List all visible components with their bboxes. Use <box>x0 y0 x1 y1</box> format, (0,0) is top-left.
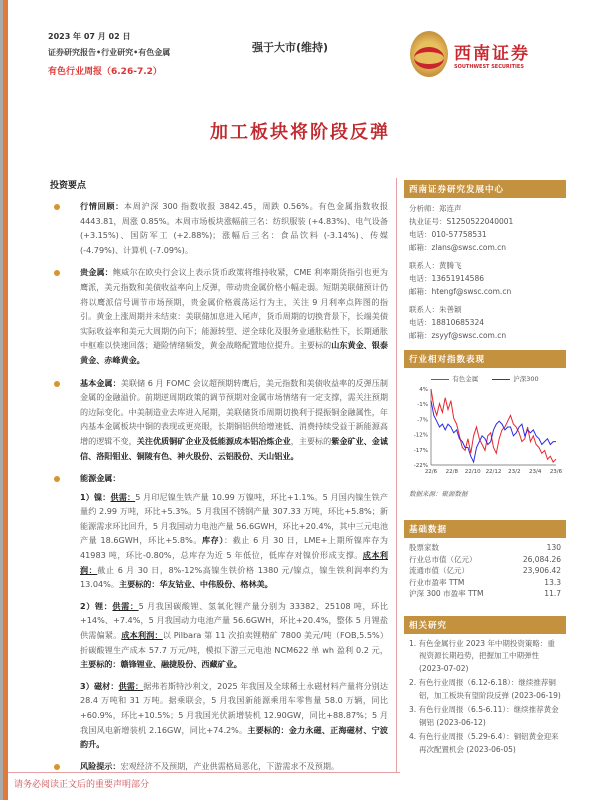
disclaimer-note: 请务必阅读正文后的重要声明部分 <box>14 780 150 790</box>
y-tick-label: -12% <box>413 432 428 439</box>
sidebar <box>404 180 566 762</box>
contact1-name: 联系人：黄腾飞 <box>409 261 462 270</box>
y-tick-label: -22% <box>413 463 428 469</box>
x-tick-label: 22/12 <box>485 469 502 475</box>
analyst-email[interactable]: 邮箱：zlans@swsc.com.cn <box>409 243 507 252</box>
row-label: 沪深 300 市盈率 TTM <box>409 589 484 598</box>
related-research-list <box>404 634 566 763</box>
related-research-header: 相关研究 <box>404 616 566 634</box>
row-label: 流通市值（亿元） <box>409 566 469 575</box>
y-tick-label: -1% <box>417 402 428 409</box>
x-tick-label: 22/10 <box>464 469 481 475</box>
related-report-link[interactable]: 2. 有色行业周报（6.12-6.18）：继续推荐铜铝，加工板块有望阶段反弹 (2023-06-19) <box>409 678 561 700</box>
bullet-icon <box>54 476 60 482</box>
license-no: 执业证号：S1250522040001 <box>409 217 514 226</box>
contact2-phone: 电话：18810685324 <box>409 318 484 327</box>
bullet-energy: 能源金属： <box>40 471 396 486</box>
analyst-phone: 电话：010-57758531 <box>409 230 487 239</box>
related-report-link[interactable]: 3. 有色行业周报（6.5-6.11）：继续推荐黄金铜铝 (2023-06-12) <box>409 705 559 727</box>
contact2-name: 联系人：朱善颖 <box>409 305 462 314</box>
energy-lithium: 2）锂：供需：5 月我国碳酸锂、氢氧化锂产量分别为 33382、25108 吨，环比+14%、+7.4%，5 月我国动力电池产量 56.6GWH，环比+20.4%，整体 5 月锂盐供需偏紧。成本利润：以 Pilbara 第 11 次拍卖锂精矿 7800 美元/吨（FOB,5.5%）折碳酸锂生产成本 57.7 万元/吨，模拟下游三元电池 NCM622 单 wh 盈利 0.2 元，主要标的：赣锋锂业、融捷股份、西藏矿业。 <box>80 600 388 670</box>
bullet-icon <box>54 270 60 276</box>
analyst-name: 分析师：郑连声 <box>409 204 462 213</box>
bullet-icon <box>54 764 60 770</box>
x-tick-label: 22/6 <box>424 469 438 475</box>
chart-header: 行业相对指数表现 <box>404 350 566 368</box>
research-center-header: 西南证券研究发展中心 <box>404 180 566 198</box>
analyst-info <box>404 198 566 346</box>
basic-data-row <box>409 554 561 566</box>
company-logo <box>410 31 530 77</box>
legend-item: 有色金属 <box>431 374 478 383</box>
contact1-email[interactable]: 邮箱：htengf@swsc.com.cn <box>409 287 512 296</box>
energy-nickel: 1）镍：供需：5 月印尼镍生铁产量 10.99 万镍吨，环比+1.1%。5 月国内镍生铁产量约 2.99 万吨，环比+5.3%。5 月我国不锈钢产量 307.33 万吨，环比+5.8%；新能源需求环比回升，5 月我国动力电池产量 56.6GWH，环比+20.4%，其中三元电池产量 18.6GWH，环比+5.8%。库存）：截止 6 月 30 日，LME+上期所镍库存为 41983 吨，环比-0.80%，总库存为近 5 年低位，低库存对镍价形成支撑。成本利润：截止 6 月 30 日，8%-12%高镍生铁价格 1380 元/镍点，镍生铁利润率约为 13.04%。主要标的：华友钴业、中伟股份、格林美。 <box>80 491 388 590</box>
related-report-link[interactable]: 1. 有色金属行业 2023 年中期投资策略：重视资源长期趋势，把握加工中期弹性 (2023-07-02) <box>409 638 555 673</box>
logo-cn: 西南证券 <box>454 43 530 64</box>
bullet-risk: 风险提示：宏观经济不及预期，产业供需格局恶化，下游需求不及预期。 <box>40 759 396 774</box>
chart-legend <box>404 374 566 383</box>
y-tick-label: -7% <box>417 417 428 424</box>
bullet-icon <box>54 204 60 210</box>
basic-data-header: 基础数据 <box>404 520 566 538</box>
row-label: 行业市盈率 TTM <box>409 577 465 587</box>
basic-data-table <box>404 538 566 604</box>
bullet-base-metals: 基本金属：美联储 6 月 FOMC 会议超预期转鹰后，美元指数和美债收益率的反弹压制金属的金融溢价。前期逆周期政策的调节预期对金属市场情绪有一定支撑，需关注预期的边际变化。中美制造业去库进入尾期，美联储货币周期切换利于提振铜金融属性，年内基本金属板块中铜的表现或更亮眼，长期铜铝供给增速低、消费持续受益于新能源高增的逻辑不变，关注优质铜矿企业及低能源成本铝冶炼企业，主要标的紫金矿业、金诚信、洛阳钼业、铜陵有色、神火股份、云铝股份、天山铝业。 <box>40 376 396 464</box>
investment-points <box>40 178 397 772</box>
x-tick-label: 22/8 <box>445 469 459 475</box>
y-tick-label: 4% <box>419 387 428 393</box>
row-label: 股票家数 <box>409 543 439 552</box>
basic-data-row <box>409 565 561 577</box>
basic-data-row <box>409 588 561 600</box>
chart-source: 数据来源：聚源数据 <box>409 490 468 498</box>
legend-item: 沪深300 <box>492 374 538 383</box>
energy-magnet: 3）磁材：供需：据弗若斯特沙利文，2025 年我国及全球稀土永磁材料产量将分别达 28.4 万吨和 31 万吨。据乘联会，5 月我国新能源乘用车零售量 58.0 万辆，同比+60.9%，环比+10.5%；5 月我国光伏新增装机 12.90GW，同比+88.87%；5 月我国风电新增装机 2.16GW，同比+74.2%。主要标的：金力永磁、正海磁材、宁波韵升。 <box>80 680 388 750</box>
x-tick-label: 23/6 <box>549 469 563 475</box>
rating: 强于大市(维持) <box>252 41 329 54</box>
contact1-phone: 电话：13651914586 <box>409 274 484 283</box>
bullet-icon <box>54 381 60 387</box>
contact2-email[interactable]: 邮箱：zsyyf@swsc.com.cn <box>409 331 507 340</box>
report-series: 有色行业周报（6.26-7.2） <box>48 67 162 77</box>
row-value: 13.3 <box>544 577 561 587</box>
row-label: 行业总市值（亿元） <box>409 554 477 564</box>
x-tick-label: 23/4 <box>528 469 542 475</box>
series-line-csi300 <box>431 401 556 462</box>
basic-data-row <box>409 542 561 554</box>
logo-en: SOUTHWEST SECURITIES <box>454 63 524 70</box>
basic-data-row <box>409 577 561 589</box>
relative-index-chart <box>404 383 566 483</box>
related-report-link[interactable]: 4. 有色行业周报（5.29-6.4）：铜铝黄金迎来再次配置机会 (2023-06-05) <box>409 732 559 754</box>
row-value: 11.7 <box>544 589 561 598</box>
report-category: 证券研究报告•行业研究•有色金属 <box>48 48 171 57</box>
y-tick-label: -17% <box>413 447 428 454</box>
row-value: 130 <box>546 543 561 552</box>
report-title: 加工板块将阶段反弹 <box>210 122 390 143</box>
footer-divider <box>8 772 400 773</box>
row-value: 23,906.42 <box>522 566 561 575</box>
logo-mark-icon <box>410 31 448 77</box>
section-title: 投资要点 <box>50 181 87 191</box>
report-date: 2023 年 07 月 02 日 <box>48 32 131 41</box>
bullet-precious: 贵金属：鲍威尔在欧央行会议上表示货币政策将维持收紧，CME 利率期货指引也更为鹰派，美元指数和美债收益率向上反弹，带动贵金属价格小幅走弱。短期美联储预计仍将以鹰派信号调节市场预期，贵金属价格震荡运行为主，关注 9 月利率点阵图的指引。黄金上涨周期并未结束：美联储加息进入尾声，货币周期的切换背景下，长端美债实际收益率和美元大周期仍向下；能源转型、逆全球化及服务业通胀粘性下，长期通胀中枢难以快速回落；避险情绪频发，黄金战略配置地位提升。主要标的山东黄金、银泰黄金、赤峰黄金。 <box>40 265 396 367</box>
bullet-review: 行情回顾：本周沪深 300 指数收报 3842.45，周跌 0.56%。有色金属指数收报 4443.81，周涨 0.85%。本周市场板块涨幅前三名：纺织服装 (+4.83%)、电气设备 (+3.15%)、国防军工 (+2.88%)；涨幅后三名：食品饮料 (-3.14%)、传媒 (-4.79%)、计算机 (-7.09%)。 <box>40 199 396 257</box>
row-value: 26,084.26 <box>522 554 561 564</box>
x-tick-label: 23/2 <box>508 469 521 475</box>
